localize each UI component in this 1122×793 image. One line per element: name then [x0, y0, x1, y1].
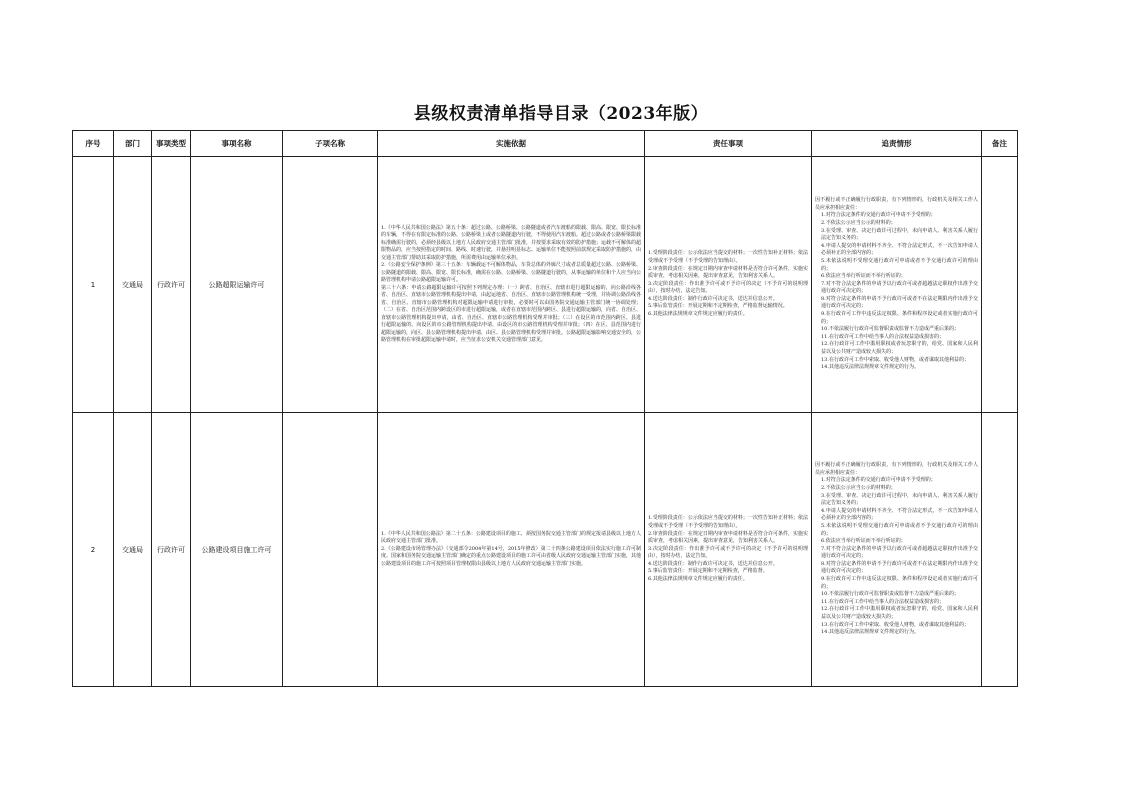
- cell-seq: 2: [73, 413, 114, 687]
- duty-item: 4.送达阶段责任：制作行政许可决定书，送达并信息公开。: [648, 560, 778, 567]
- table-row: [73, 157, 1018, 413]
- accountability-item: 4.申请人提交的申请材料不齐全、不符合法定形式，不一次告知申请人必须补正的全部内容的；: [821, 507, 978, 522]
- accountability-item: 8.对符合法定条件的申请不予行政许可或者不在法定期限内作出准予交通行政许可决定的；: [821, 560, 978, 575]
- accountability-item: 8.对符合法定条件的申请不予行政许可或者不在法定期限内作出准予交通行政许可决定的；: [821, 295, 978, 310]
- accountability-item: 10.不依法履行行政许可监督职责或监督不力造成严重后果的；: [821, 591, 959, 598]
- header-accountability: 追责情形: [812, 131, 982, 157]
- duty-item: 1.受理阶段责任：公示依法应当提交的材料；一次性告知补正材料；依法受理或不予受理（不予受理的告知理由）。: [648, 515, 808, 529]
- header-basis: 实施依据: [378, 131, 645, 157]
- header-dept: 部门: [114, 131, 152, 157]
- accountability-item: 14.其他违反法律法规规章文件规定的行为。: [821, 364, 919, 371]
- header-seq: 序号: [73, 131, 114, 157]
- header-sub: 子项名称: [283, 131, 378, 157]
- cell-type: 行政许可: [152, 157, 191, 413]
- header-name: 事项名称: [191, 131, 283, 157]
- accountability-item: 11.在行政许可工作中给当事人的合法权益造成损害的；: [821, 333, 944, 340]
- accountability-item: 2.不依法公示应当公示的材料的；: [821, 219, 896, 226]
- duty-item: 6.其他法律法规规章文件规定应履行的责任。: [648, 576, 748, 583]
- cell-dept: 交通局: [114, 157, 152, 413]
- accountability-item: 2.不依法公示应当公示的材料的；: [821, 484, 896, 491]
- cell-sub: [283, 413, 378, 687]
- duty-item: 1.受理阶段责任：公示依法应当提交的材料；一次性告知补正材料；依法受理或不予受理（不予受理的告知理由）。: [648, 250, 808, 264]
- basis-paragraph: 2.《公路安全保护条例》第三十五条：车辆载运不可解体物品，车货总体的外廓尺寸或者总质量超过公路、公路桥梁、公路隧道的限载、限高、限宽、限长标准，确需在公路、公路桥梁、公路隧道行驶的，从事运输的单位和个人应当向公路管理机构申请公路超限运输许可。: [381, 262, 642, 283]
- cell-dept: 交通局: [114, 413, 152, 687]
- accountability-item: 10.不依法履行行政许可监督职责或监督不力造成严重后果的；: [821, 326, 959, 333]
- basis-paragraph: 1.《中华人民共和国公路法》第五十条：超过公路、公路桥梁、公路隧道或者汽车渡船的限载、限高、限宽、限长标准的车辆，不得在有限定标准的公路、公路桥梁上或者公路隧道内行驶，不得使用汽车渡船。超过公路或者公路桥梁限载标准确需行驶的，必须经县级以上地方人民政府交通主管部门批准，并按要求采取有效的防护措施；运载不可解体的超限物品的，应当按照指定的时间、路线、时速行驶，并悬挂明显标志。运输单位不能按照前款规定采取防护措施的，由交通主管部门帮助其采取防护措施，所需费用由运输单位承担。: [381, 224, 642, 261]
- cell-accountability: [812, 157, 982, 413]
- responsibility-table: [72, 130, 1018, 687]
- accountability-item: 7.对不符合法定条件的申请予以行政许可或者超越法定职权作出准予交通行政许可决定的；: [821, 545, 978, 560]
- accountability-item: 6.依法应当举行听证而不举行听证的；: [821, 538, 906, 545]
- accountability-item: 1.对符合法定条件的交通行政许可申请不予受理的；: [821, 212, 936, 219]
- accountability-item: 12.在行政许可工作中滥用职权或者玩忽职守的，给党、国家和人民利益以及公共财产造成较大损失的；: [821, 606, 978, 621]
- cell-note: [982, 413, 1018, 687]
- cell-seq: 1: [73, 157, 114, 413]
- duty-item: 3.决定阶段责任：作出准予许可或不予许可的决定（不予许可的说明理由），按时办结，法定告知。: [648, 545, 808, 560]
- accountability-item: 13.在行政许可工作中索取、收受他人财物，或者谋取其他利益的；: [821, 356, 969, 363]
- accountability-intro: 因不履行或不正确履行行政职责，有下列情形的，行政机关及相关工作人员应承担相应责任：: [815, 462, 978, 476]
- page-title: 县级权责清单指导目录（2023年版）: [413, 104, 709, 124]
- accountability-item: 5.未依法说明不受理交通行政许可申请或者不予交通行政许可的理由的；: [821, 522, 978, 537]
- table-row: [73, 413, 1018, 687]
- header-row: [73, 131, 1018, 157]
- duty-item: 5.事后监管责任：开展定期和不定期检查，严格监督运输情况。: [648, 303, 788, 310]
- cell-duty: [645, 413, 812, 687]
- basis-paragraph: 1.《中华人民共和国公路法》第二十五条：公路建设项目的施工，须按国务院交通主管部门的规定报请县级以上地方人民政府交通主管部门批准。: [381, 530, 641, 545]
- accountability-item: 5.未依法说明不受理交通行政许可申请或者不予交通行政许可的理由的；: [821, 257, 978, 272]
- cell-duty: [645, 157, 812, 413]
- basis-paragraph: 第三十六条：申请公路超限运输许可按照下列规定办理：（一）跨省、自治区、直辖市进行超限运输的，向公路沿线各省、自治区、直辖市公路管理机构提出申请，由起运地省、自治区、直辖市公路管理机构统一受理，并协调公路沿线各省、自治区、直辖市公路管理机构对超限运输申请进行审批，必要时可以由国务院交通运输主管部门统一协调处理；（二）在省、自治区范围内跨设区的市进行超限运输，或者在直辖市范围内跨区、县进行超限运输的，向省、自治区、直辖市公路管理机构提出申请，由省、自治区、直辖市公路管理机构受理并审批；（三）在设区的市范围内跨区、县进行超限运输的，向设区的市公路管理机构提出申请，由设区的市公路管理机构受理并审批；（四）在区、县范围内进行超限运输的，向区、县公路管理机构提出申请，由区、县公路管理机构受理并审批。公路超限运输影响交通安全的，公路管理机构在审批超限运输申请时，应当征求公安机关交通管理部门意见。: [381, 284, 642, 343]
- accountability-item: 3.在受理、审查、决定行政许可过程中，未向申请人、利害关系人履行法定告知义务的；: [821, 227, 978, 242]
- basis-paragraph: 2.《公路建设市场管理办法》（交通部令2004年第14号，2015年修改）第二十四条公路建设项目依法实行施工许可制度。国家和国务院交通运输主管部门确定的重点公路建设项目的施工许可由省级人民政府交通运输主管部门实施，其他公路建设项目的施工许可按照项目管理权限由县级以上地方人民政府交通运输主管部门实施。: [381, 545, 642, 567]
- accountability-item: 4.申请人提交的申请材料不齐全、不符合法定形式，不一次告知申请人必须补正的全部内容的；: [821, 242, 978, 257]
- cell-note: [982, 157, 1018, 413]
- header-duty: 责任事项: [645, 131, 812, 157]
- cell-accountability: [812, 413, 982, 687]
- accountability-item: 14.其他违反法律法规规章文件规定的行为。: [821, 629, 919, 636]
- accountability-item: 1.对符合法定条件的交通行政许可申请不予受理的；: [821, 477, 936, 484]
- cell-type: 行政许可: [152, 413, 191, 687]
- cell-basis: [378, 413, 645, 687]
- accountability-item: 13.在行政许可工作中索取、收受他人财物，或者谋取其他利益的；: [821, 621, 969, 628]
- accountability-item: 12.在行政许可工作中滥用职权或者玩忽职守的，给党、国家和人民利益以及公共财产造成较大损失的；: [821, 341, 978, 356]
- cell-name: 公路建设项目施工许可: [191, 413, 283, 687]
- cell-name: 公路超限运输许可: [191, 157, 283, 413]
- duty-item: 5.事后监管责任：开展定期和不定期检查，严格监督。: [648, 568, 768, 575]
- header-type: 事项类型: [152, 131, 191, 157]
- duty-item: 2.审查阶段责任：在规定日期内审查申请材料是否符合许可条件，实施实质审查，考虑相关因素，提出审查意见，告知利害关系人。: [648, 265, 808, 280]
- accountability-item: 7.对不符合法定条件的申请予以行政许可或者超越法定职权作出准予交通行政许可决定的；: [821, 280, 978, 295]
- duty-item: 6.其他法律法规规章文件规定应履行的责任。: [648, 311, 748, 318]
- accountability-intro: 因不履行或不正确履行行政职责，有下列情形的，行政机关及相关工作人员应承担相应责任：: [815, 197, 978, 211]
- cell-sub: [283, 157, 378, 413]
- accountability-item: 3.在受理、审查、决定行政许可过程中，未向申请人、利害关系人履行法定告知义务的；: [821, 492, 978, 507]
- duty-item: 3.决定阶段责任：作出准予许可或不予许可的决定（不予许可的说明理由），按时办结，法定告知。: [648, 280, 808, 295]
- duty-item: 4.送达阶段责任：制作行政许可决定书，送达并信息公开。: [648, 295, 778, 302]
- accountability-item: 11.在行政许可工作中给当事人的合法权益造成损害的；: [821, 598, 944, 605]
- accountability-item: 6.依法应当举行听证而不举行听证的；: [821, 273, 906, 280]
- cell-basis: [378, 157, 645, 413]
- accountability-item: 9.在行政许可工作中违反法定权限、条件和程序设定或者实施行政许可的；: [821, 311, 978, 325]
- duty-item: 2.审查阶段责任：在规定日期内审查申请材料是否符合许可条件，实施实质审查，考虑相关因素，提出审查意见，告知利害关系人。: [648, 530, 808, 545]
- accountability-item: 9.在行政许可工作中违反法定权限、条件和程序设定或者实施行政许可的；: [821, 576, 978, 590]
- header-note: 备注: [982, 131, 1018, 157]
